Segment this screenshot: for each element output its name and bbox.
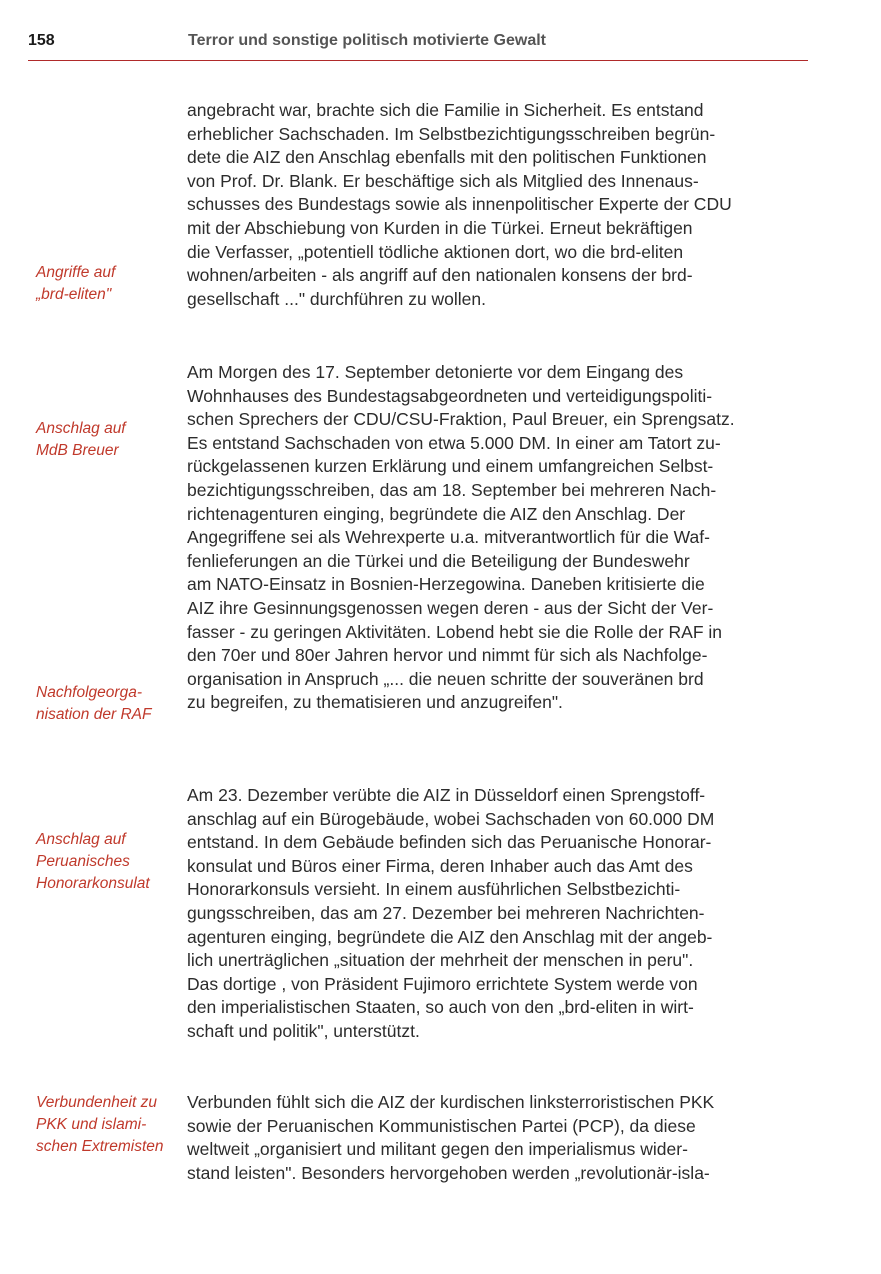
margin-note-raf [36, 682, 176, 726]
text-line: Wohnhauses des Bundestagsabgeordneten und verteidigungspoliti- [187, 385, 713, 406]
paragraph-1 [187, 99, 808, 311]
text-line: lich unerträglichen „situation der mehrheit der menschen in peru". [187, 950, 694, 971]
text-line: angebracht war, brachte sich die Familie in Sicherheit. Es entstand [187, 100, 704, 120]
text-line: richtenagenturen einging, begründete die AIZ den Anschlag. Der [187, 503, 686, 524]
text-line: anschlag auf ein Bürogebäude, wobei Sachschaden von 60.000 DM [187, 808, 715, 829]
text-line: dete die AIZ den Anschlag ebenfalls mit den politischen Funktionen [187, 147, 707, 168]
text-line: Am Morgen des 17. September detonierte vor dem Eingang des [187, 362, 684, 382]
margin-note-line: Honorarkonsulat [36, 875, 150, 892]
margin-note-line: Anschlag auf [36, 420, 126, 437]
margin-note-line: Anschlag auf [36, 831, 126, 848]
text-line: schusses des Bundestags sowie als innenpolitischer Experte der CDU [187, 194, 732, 215]
text-line: von Prof. Dr. Blank. Er beschäftige sich als Mitglied des Innenaus- [187, 170, 699, 191]
margin-note-line: Verbundenheit zu [36, 1094, 157, 1111]
text-line: schaft und politik", unterstützt. [187, 1020, 420, 1041]
text-line: Verbunden fühlt sich die AIZ der kurdischen linksterroristischen PKK [187, 1092, 715, 1112]
text-line: entstand. In dem Gebäude befinden sich das Peruanische Honorar- [187, 832, 712, 853]
page-number: 158 [28, 32, 55, 49]
text-line: erheblicher Sachschaden. Im Selbstbezichtigungsschreiben begrün- [187, 123, 716, 144]
text-line: den imperialistischen Staaten, so auch von den „brd-eliten in wirt- [187, 997, 694, 1018]
paragraph-3 [187, 784, 808, 1044]
text-line: gesellschaft ..." durchführen zu wollen. [187, 288, 487, 309]
running-title: Terror und sonstige politisch motivierte Gewalt [188, 32, 546, 49]
text-line: Angegriffene sei als Wehrexperte u.a. mitverantwortlich für die Waf- [187, 527, 710, 548]
margin-note-pkk [36, 1092, 176, 1158]
margin-note-breuer [36, 418, 176, 462]
text-line: Es entstand Sachschaden von etwa 5.000 DM. In einer am Tatort zu- [187, 432, 721, 453]
text-line: Honorarkonsuls versieht. In einem ausführlichen Selbstbezichti- [187, 879, 681, 900]
text-line: fasser - zu geringen Aktivitäten. Lobend hebt sie die Rolle der RAF in [187, 621, 723, 642]
text-line: stand leisten". Besonders hervorgehoben werden „revolutionär-isla- [187, 1162, 710, 1183]
text-line: Am 23. Dezember verübte die AIZ in Düsseldorf einen Sprengstoff- [187, 785, 706, 805]
margin-note-angriffe [36, 262, 176, 306]
text-line: fenlieferungen an die Türkei und die Beteiligung der Bundeswehr [187, 550, 690, 571]
margin-note-konsulat [36, 829, 176, 895]
text-line: sowie der Peruanischen Kommunistischen Partei (PCP), da diese [187, 1115, 696, 1136]
text-line: mit der Abschiebung von Kurden in die Türkei. Erneut bekräftigen [187, 217, 693, 238]
margin-note-line: Angriffe auf [36, 264, 116, 281]
margin-note-line: nisation der RAF [36, 706, 152, 723]
paragraph-4 [187, 1091, 808, 1185]
margin-note-line: Nachfolgeorga- [36, 684, 142, 701]
text-line: gungsschreiben, das am 27. Dezember bei mehreren Nachrichten- [187, 902, 705, 923]
text-line: weltweit „organisiert und militant gegen den imperialismus wider- [187, 1139, 688, 1160]
text-line: AIZ ihre Gesinnungsgenossen wegen deren - aus der Sicht der Ver- [187, 597, 714, 618]
margin-note-line: „brd-eliten" [36, 286, 112, 303]
text-line: zu begreifen, zu thematisieren und anzugreifen". [187, 692, 563, 713]
text-line: konsulat und Büros einer Firma, deren Inhaber auch das Amt des [187, 855, 693, 876]
text-line: am NATO-Einsatz in Bosnien-Herzegowina. Daneben kritisierte die [187, 574, 705, 595]
text-line: rückgelassenen kurzen Erklärung und einem umfangreichen Selbst- [187, 456, 714, 477]
margin-note-line: MdB Breuer [36, 442, 119, 459]
margin-note-line: PKK und islami- [36, 1116, 147, 1133]
text-line: organisation in Anspruch „... die neuen schritte der souveränen brd [187, 668, 704, 689]
text-line: den 70er und 80er Jahren hervor und nimmt für sich als Nachfolge- [187, 645, 708, 666]
text-line: bezichtigungsschreiben, das am 18. September bei mehreren Nach- [187, 479, 717, 500]
page-header [28, 30, 808, 61]
text-line: wohnen/arbeiten - als angriff auf den nationalen konsens der brd- [187, 265, 693, 286]
text-line: Das dortige , von Präsident Fujimoro errichtete System werde von [187, 973, 698, 994]
margin-note-line: Peruanisches [36, 853, 130, 870]
text-line: agenturen einging, begründete die AIZ den Anschlag mit der angeb- [187, 926, 713, 947]
paragraph-2 [187, 361, 808, 715]
text-line: die Verfasser, „potentiell tödliche aktionen dort, wo die brd-eliten [187, 241, 684, 262]
text-line: schen Sprechers der CDU/CSU-Fraktion, Paul Breuer, ein Sprengsatz. [187, 409, 735, 430]
margin-note-line: schen Extremisten [36, 1138, 164, 1155]
